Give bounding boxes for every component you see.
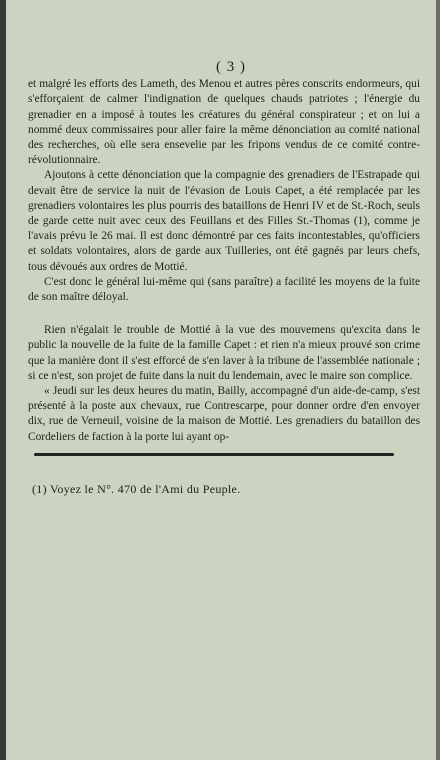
section-gap: [28, 305, 420, 323]
paragraph-trouble: Rien n'égalait le trouble de Mottié à la vue des mouvemens qu'excita dans le public la nouvelle de la fuite de la famille Capet : et rien n'a mieux prouvé son crime que la manière dont il s'est efforcé de s'en laver à la tribune de l'assemblée nationale ; si ce n'est, son projet de fuite dans la nuit du lendemain, avec le maire son complice.: [28, 324, 420, 382]
page-right-edge: [436, 0, 440, 760]
paragraph-quote: « Jeudi sur les deux heures du matin, Bailly, accompagné d'un aide-de-camp, s'est présenté à la poste aux chevaux, rue Contrescarpe, pour donner ordre d'en envoyer dix, rue de Verneuil, voisine de la maison de Mottié. Les grenadiers du bataillon des Cordeliers de faction à la porte lui ayant op-: [28, 385, 420, 443]
paragraph-estrapade: Ajoutons à cette dénonciation que la compagnie des grenadiers de l'Estrapade qui devait être de service la nuit de l'évasion de Louis Capet, a été remplacée par les grenadiers volontaires les plus pourris des bataillons de Henri IV et de St.-Roch, seuls de garde cette nuit avec ceux des Feuillans et des Filles St.-Thomas (1), comme je l'avais prévu le 26 mai. Il est donc démontré par ces faits incontestables, qu'officiers et soldats volontaires, alors de garde aux Tuilleries, ont été gagnés par leurs chefs, tous dévoués aux ordres de Mottié.: [28, 169, 420, 273]
page-left-edge: [0, 0, 6, 760]
paragraph-continuation: et malgré les efforts des Lameth, des Menou et autres pères conscrits endormeurs, qui s'efforçaient de calmer l'indignation de quelques chauds patriotes ; l'énergie du grenadier en a imposé à toutes les créatures du général conspirateur ; et on lui a nommé deux commissaires pour aller faire la même dénonciation au comité national des recherches, où elle sera ensevelie par les fripons vendus de ce comité contre-révolutionnaire.: [28, 78, 420, 167]
footnote-rule: [34, 453, 394, 456]
paragraph-general: C'est donc le général lui-même qui (sans paraître) a facilité les moyens de la fuite de son maître déloyal.: [28, 275, 420, 304]
page-body: [28, 60, 420, 497]
footnote: (1) Voyez le N°. 470 de l'Ami du Peuple.: [32, 481, 241, 496]
page-number: ( 3 ): [216, 59, 246, 75]
